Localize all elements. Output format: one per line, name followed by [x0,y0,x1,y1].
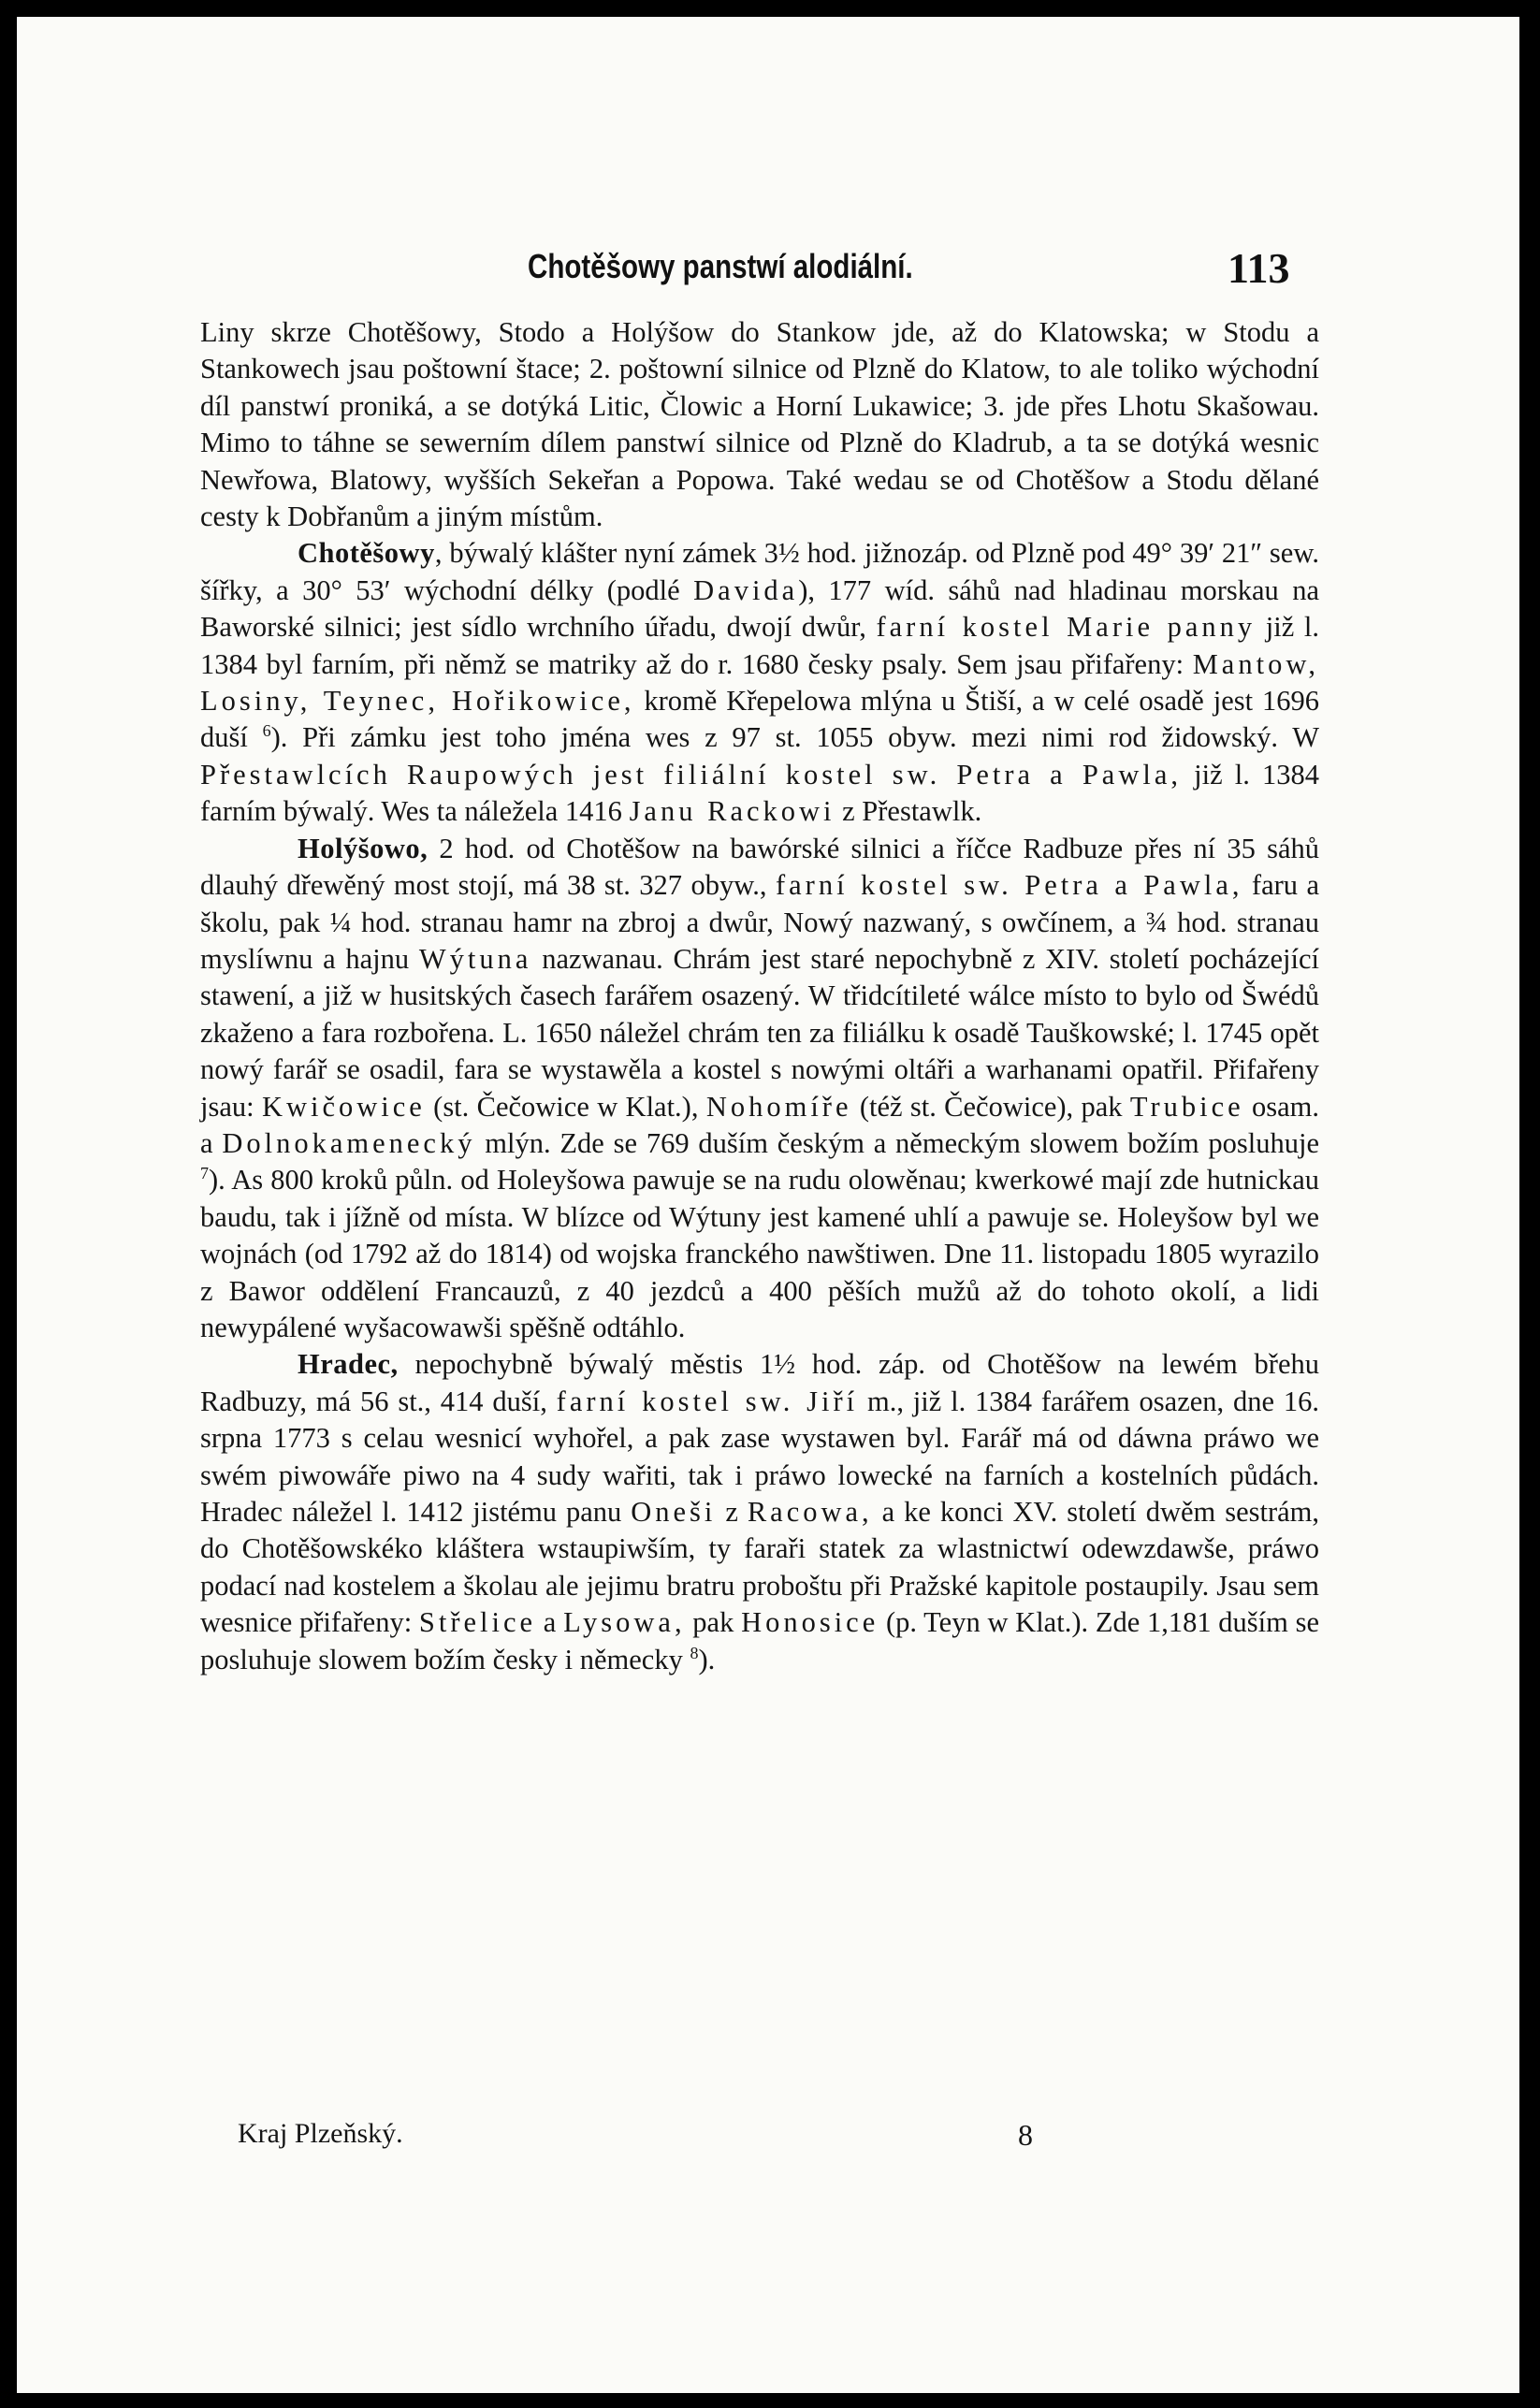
entry-text: kromě Křepelowa mlýna u Štiší, a w celé osadě jest 1696 duší [200,685,1319,754]
footnote-ref: 6 [262,721,271,741]
entry-text: a ke konci XV. století dwěm sestrám, do Chotěšowskéko kláštera wstaupiwším, ty faraři statek za wlastnictwí odewzdawše, práwo podací nad kostelem a školau ale jejimu bratru proboštu při Pražské kapitole postaupily. Jsau sem wesnice přifařeny: [200,1496,1319,1639]
entry-text: z Přestawlk. [835,795,982,828]
entry-text: ). [698,1643,716,1675]
paragraph-roads: Liny skrze Chotěšowy, Stodo a Holýšow do Stankow jde, až do Klatowska; w Stodu a Stankowech jsau poštowní štace; 2. poštowní silnice od Plzně do Klatow, to ale toliko wýchodní díl panstwí proniká, a se dotýká Litic, Člowic a Horní Lukawice; 3. jde přes Lhotu Skašowau. Mimo to táhne se sewerním dílem panstwí silnice od Plzně do Kladrub, a ta se dotýká wesnic Newřowa, Blatowy, wyšších Sekeřan a Popowa. Také wedau se od Chotěšow a Stodu dělané cesty k Dobřanům a jiným místům. [200,316,1319,533]
spaced-text: Trubice [1129,1090,1244,1123]
entry-chotesowy: Chotěšowy, býwalý klášter nyní zámek 3½ hod. jižnozáp. od Plzně pod 49° 39′ 21″ sew. šířky, a 30° 53′ wýchodní délky (podlé Davida), 177 wíd. sáhů nad hladinau morskau na Baworské silnici; jest sídlo wrchního úřadu, dwojí dwůr, farní kostel Marie panny již l. 1384 byl farním, při němž se matriky až do r. 1680 česky psaly. Sem jsau přifařeny: Mantow, Losiny, Teynec, Hořikowice, kromě Křepelowa mlýna u Štiší, a w celé osadě jest 1696 duší $^6$). Při zámku jest toho jména wes z 97 st. 1055 obyw. mezi nimi rod židowský. W Přestawlcích Raupowých jest filiální kostel sw. Petra a Pawla, již l. 1384 farním býwalý. Wes ta náležela 1416 Janu Rackowi z Přestawlk. [200,537,1319,828]
footnote-ref: 8 [690,1643,699,1662]
entry-text: nepochybně býwalý městis 1½ hod. záp. od Chotěšow na lewém břehu Radbuzy, má 56 st., 414 duší, [200,1348,1319,1417]
headword-chotesowy: Chotěšowy [298,537,435,570]
entry-text: (též st. Čečowice), pak [851,1090,1130,1123]
entry-text: již l. 1384 byl farním, při němž se matriky až do r. 1680 česky psaly. Sem jsau přifařeny: [200,611,1319,680]
entry-text: již l. 1384 farním býwalý. Wes ta náležela 1416 [200,758,1319,828]
spaced-text: Racowa, [747,1496,873,1528]
spaced-text: Kwičowice [261,1090,426,1123]
spaced-text: farní kostel Marie panny [876,611,1257,644]
entry-text: osam. a [200,1090,1319,1159]
entry-hradec [200,1346,1319,1678]
spaced-text: Oneši [631,1496,717,1528]
spaced-text: Dolnokamenecký [222,1126,476,1159]
entry-text: býwalý klášter nyní zámek 3½ hod. jižnozáp. od Plzně pod 49° 39′ 21″ sew. šířky, a 30° 53′ wýchodní délky (podlé [200,537,1319,606]
footnote-ref: 7 [200,1164,209,1183]
entry-text: pak [685,1606,742,1639]
entry-text: (p. Teyn w Klat.). Zde 1,181 duším se posluhuje slowem božím česky i německy [200,1606,1319,1675]
entry-text: ). As 800 kroků půln. od Holeyšowa pawuje se na rudu olowěnau; kwerkowé mají zde hutnickau baudu, tak i jížně od místa. W blízce od Wýtuny jest kamené uhlí a pawuje se. Holeyšow byl we wojnách (od 1792 až do 1814) od wojska franckého nawštiwen. Dne 11. listopadu 1805 wyrazilo z Bawor oddělení Francauzů, z 40 jezdců a 400 pěších mužů až do tohoto okolí, a lidi newypálené wyšacowawši spěšně odtáhlo. [200,1164,1319,1343]
spaced-text: Davida [693,573,799,606]
entry-text: ). Při zámku jest toho jména wes z 97 st. 1055 obyw. mezi nimi rod židowský. W [270,721,1319,754]
headword-hradec: Hradec, [298,1348,399,1381]
entry-text: mlýn. Zde se 769 duším českým a německým slowem božím posluhuje [475,1126,1319,1159]
spaced-text: Střelice [418,1606,537,1639]
body-text [200,314,1319,1678]
spaced-text: Přestawlcích Raupowých jest filiální kostel sw. Petra a Pawla, [200,758,1183,791]
page-header [17,241,1519,297]
spaced-text: Nohomíře [705,1090,852,1123]
spaced-text: Mantow, Losiny, Teynec, Hořikowice, [200,647,1319,718]
entry-text: (st. Čečowice w Klat.), [425,1090,706,1123]
entry-text: m., již l. 1384 farářem osazen, dne 16. srpna 1773 s celau wesnicí wyhořel, a pak zase wystawen byl. Farář má od dáwna práwo we swém piwowáře piwo na 4 sudy wařiti, tak i práwo lowecké na farních a kostelních půdách. Hradec náležel l. 1412 jistému panu [200,1385,1319,1528]
signature-region: Kraj Plzeňský. [238,2118,403,2149]
spaced-text: Janu Rackowi [629,795,835,828]
entry-text: a [536,1606,564,1639]
page-number: 113 [1228,244,1290,292]
page-footer [17,2118,1519,2161]
spaced-text: Lysowa, [563,1606,686,1639]
entry-holysowo [200,831,1319,1347]
entry-text: 2 hod. od Chotěšow na bawórské silnici a říčce Radbuze přes ní 35 sáhů dlauhý dřewěný most stojí, má 38 st. 327 obyw., [200,832,1319,902]
book-page [17,17,1519,2393]
entry-text: z [716,1496,748,1528]
spaced-text: Honosice [741,1606,879,1639]
spaced-text: farní kostel sw. Jiří [556,1385,859,1417]
entry-text: faru a školu, pak ¼ hod. stranau hamr na zbroj a dwůr, Nowý nazwaný, s owčínem, a ¾ hod. stranau myslíwnu a hajnu [200,869,1320,975]
signature-number: 8 [1018,2118,1033,2152]
running-head: Chotěšowy panstwí alodiální. [528,247,913,285]
spaced-text: farní kostel sw. Petra a Pawla, [775,869,1243,902]
spaced-text: Wýtuna [418,942,532,975]
entry-text: nazwanau. Chrám jest staré nepochybně z XIV. století pocházející stawení, a již w husitských časech farářem osazený. W třidcítileté wálce místo to bylo od Šwédů zkaženo a fara rozbořena. L. 1650 náležel chrám ten za filiálku k osadě Tauškowské; l. 1745 opět nowý farář se osadil, fara se wystawěla a kostel s nowými oltáři a warhanami opatřil. Přifařeny jsau: [200,942,1319,1123]
entry-text: ), 177 wíd. sáhů nad hladinau morskau na Baworské silnici; jest sídlo wrchního úřadu, dwojí dwůr, [200,573,1319,644]
headword-holysowo: Holýšowo, [298,832,429,864]
